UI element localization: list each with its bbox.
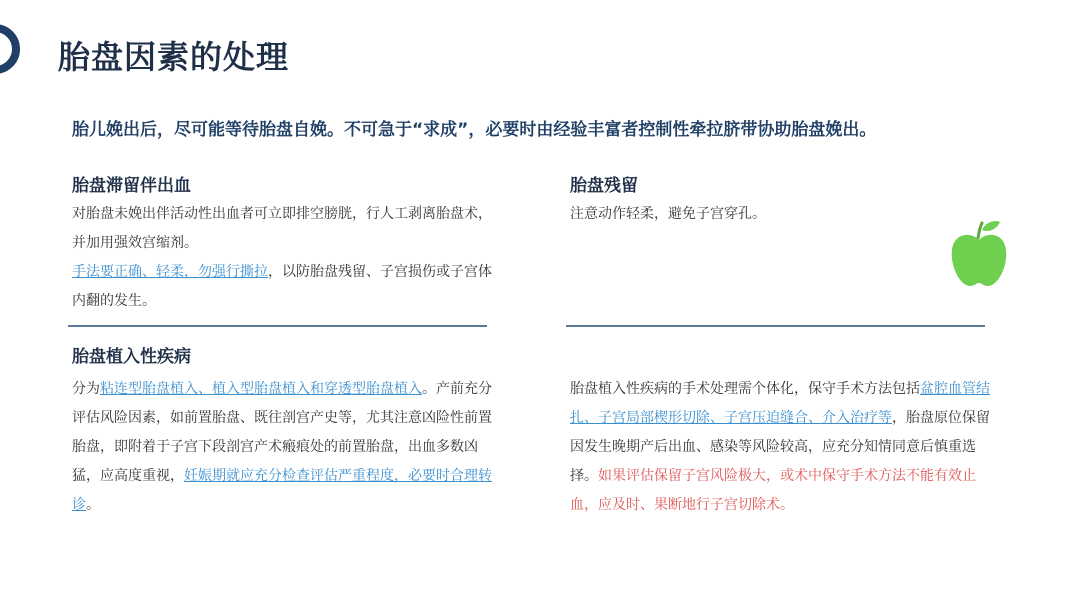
surgery-warning-text: 如果评估保留子宫风险极大，或术中保守手术方法不能有效止血，应及时、果断地行子宫切除术。 xyxy=(570,468,976,513)
ring-icon xyxy=(0,24,20,74)
surgery-text-mid: ，胎盘原位保留因发生晚期产后出血、感染等风险较高，应充分知情同意后慎重选择。 xyxy=(570,410,990,484)
divider-left xyxy=(68,325,487,327)
retention-bleeding-link[interactable]: 手法要正确、轻柔，勿强行撕拉 xyxy=(72,264,268,280)
retention-bleeding-text-1: 对胎盘未娩出伴活动性出血者可立即排空膀胱，行人工剥离胎盘术，并加用强效宫缩剂。 xyxy=(72,206,492,251)
retention-bleeding-text-2: ，以防胎盘残留、子宫损伤或子宫体内翻的发生。 xyxy=(72,264,492,309)
section-title-retention-bleeding: 胎盘滞留伴出血 xyxy=(72,176,191,196)
accreta-text-mid: 。产前充分评估风险因素，如前置胎盘、既往剖宫产史等，尤其注意凶险性前置胎盘，即附着于子宫下段剖宫产术瘢痕处的前置胎盘，出血多数凶猛，应高度重视， xyxy=(72,381,492,484)
intro-text: 胎儿娩出后，尽可能等待胎盘自娩。不可急于“求成”，必要时由经验丰富者控制性牵拉脐带协助胎盘娩出。 xyxy=(72,120,877,140)
accreta-text-end: 。 xyxy=(86,497,100,513)
divider-right xyxy=(566,325,985,327)
section-body-residual xyxy=(570,200,970,229)
section-body-surgery xyxy=(570,375,1000,520)
accreta-types-link[interactable]: 粘连型胎盘植入、植入型胎盘植入和穿透型胎盘植入 xyxy=(100,381,422,397)
accreta-text-prefix: 分为 xyxy=(72,381,100,397)
accreta-assessment-link[interactable]: 妊娠期就应充分检查评估严重程度，必要时合理转诊 xyxy=(72,468,492,513)
page-title: 胎盘因素的处理 xyxy=(58,38,290,76)
surgery-methods-link[interactable]: 盆腔血管结扎、子宫局部楔形切除、子宫压迫缝合、介入治疗等 xyxy=(570,381,990,426)
section-body-retention-bleeding xyxy=(72,200,502,316)
apple-icon xyxy=(948,218,1010,290)
section-title-accreta: 胎盘植入性疾病 xyxy=(72,347,191,367)
residual-text: 注意动作轻柔，避免子宫穿孔。 xyxy=(570,206,766,222)
section-title-residual: 胎盘残留 xyxy=(570,176,638,196)
section-body-accreta xyxy=(72,375,502,520)
surgery-text-prefix: 胎盘植入性疾病的手术处理需个体化，保守手术方法包括 xyxy=(570,381,920,397)
